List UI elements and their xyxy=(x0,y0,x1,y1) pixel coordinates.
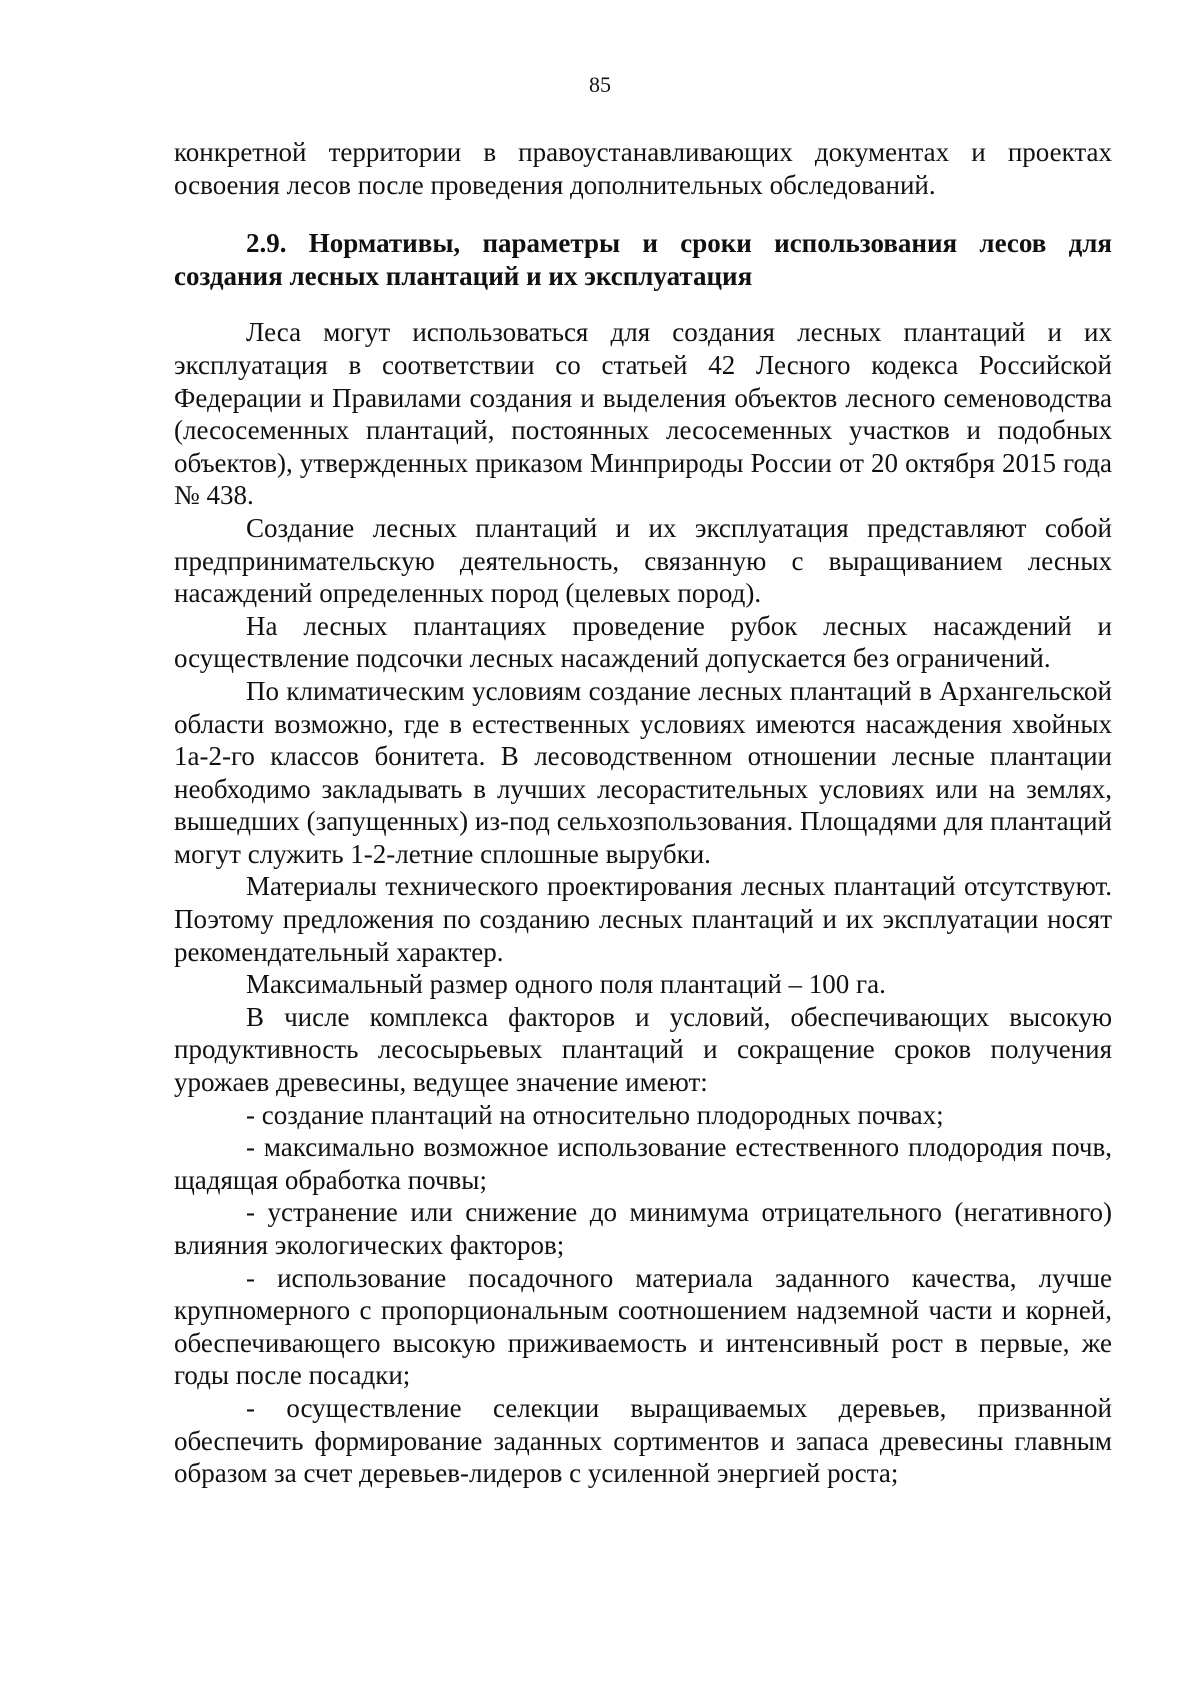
list-item-negative-factors: - устранение или снижение до минимума отрицательного (негативного) влияния экологических факторов; xyxy=(174,1197,1112,1260)
paragraph-max-field-size: Максимальный размер одного поля плантаций – 100 га. xyxy=(246,969,886,1000)
intro-paragraph: конкретной территории в правоустанавливающих документах и проектах освоения лесов после проведения дополнительных обследований. xyxy=(174,137,1112,200)
page-content xyxy=(174,136,1112,1490)
paragraph-plantation-business: Создание лесных плантаций и их эксплуатация представляют собой предпринимательскую деятельность, связанную с выращиванием лесных насаждений определенных пород (целевых пород). xyxy=(174,512,1112,609)
list-item-natural-fertility: - максимально возможное использование естественного плодородия почв, щадящая обработка почвы; xyxy=(174,1132,1112,1195)
list-item-tree-selection: - осуществление селекции выращиваемых деревьев, призванной обеспечить формирование заданных сортиментов и запаса древесины главным образом за счет деревьев-лидеров с усиленной энергией роста; xyxy=(174,1392,1112,1489)
page-number: 85 xyxy=(589,72,611,97)
section-heading: 2.9. Нормативы, параметры и сроки использования лесов для создания лесных плантаций и их эксплуатация xyxy=(174,228,1112,291)
list-item-planting-material: - использование посадочного материала заданного качества, лучше крупномерного с пропорциональным соотношением надземной части и корней, обеспечивающего высокую приживаемость и интенсивный рост в первые, же годы после посадки; xyxy=(174,1262,1112,1391)
paragraph-design-materials: Материалы технического проектирования лесных плантаций отсутствуют. Поэтому предложения по созданию лесных плантаций и их эксплуатации носят рекомендательный характер. xyxy=(174,871,1112,967)
paragraph-productivity-factors: В числе комплекса факторов и условий, обеспечивающих высокую продуктивность лесосырьевых плантаций и сокращение сроков получения урожаев древесины, ведущее значение имеют: xyxy=(174,1001,1112,1098)
paragraph-forest-use-basis: Леса могут использоваться для создания лесных плантаций и их эксплуатация в соответствии со статьей 42 Лесного кодекса Российской Федерации и Правилами создания и выделения объектов лесного семеноводства (лесосеменных плантаций, постоянных лесосеменных участков и подобных объектов), утвержденных приказом Минприроды России от 20 октября 2015 года № 438. xyxy=(174,317,1112,511)
list-item-fertile-soils: - создание плантаций на относительно плодородных почвах; xyxy=(246,1099,944,1130)
paragraph-climate-conditions: По климатическим условиям создание лесных плантаций в Архангельской области возможно, где в естественных условиях имеются насаждения хвойных 1а-2-го классов бонитета. В лесоводственном отношении лесные плантации необходимо закладывать в лучших лесорастительных условиях или на землях, вышедших (запущенных) из-под сельхозпользования. Площадями для плантаций могут служить 1-2-летние сплошные вырубки. xyxy=(174,675,1112,869)
paragraph-felling-tapping: На лесных плантациях проведение рубок лесных насаждений и осуществление подсочки лесных насаждений допускается без ограничений. xyxy=(174,610,1112,674)
